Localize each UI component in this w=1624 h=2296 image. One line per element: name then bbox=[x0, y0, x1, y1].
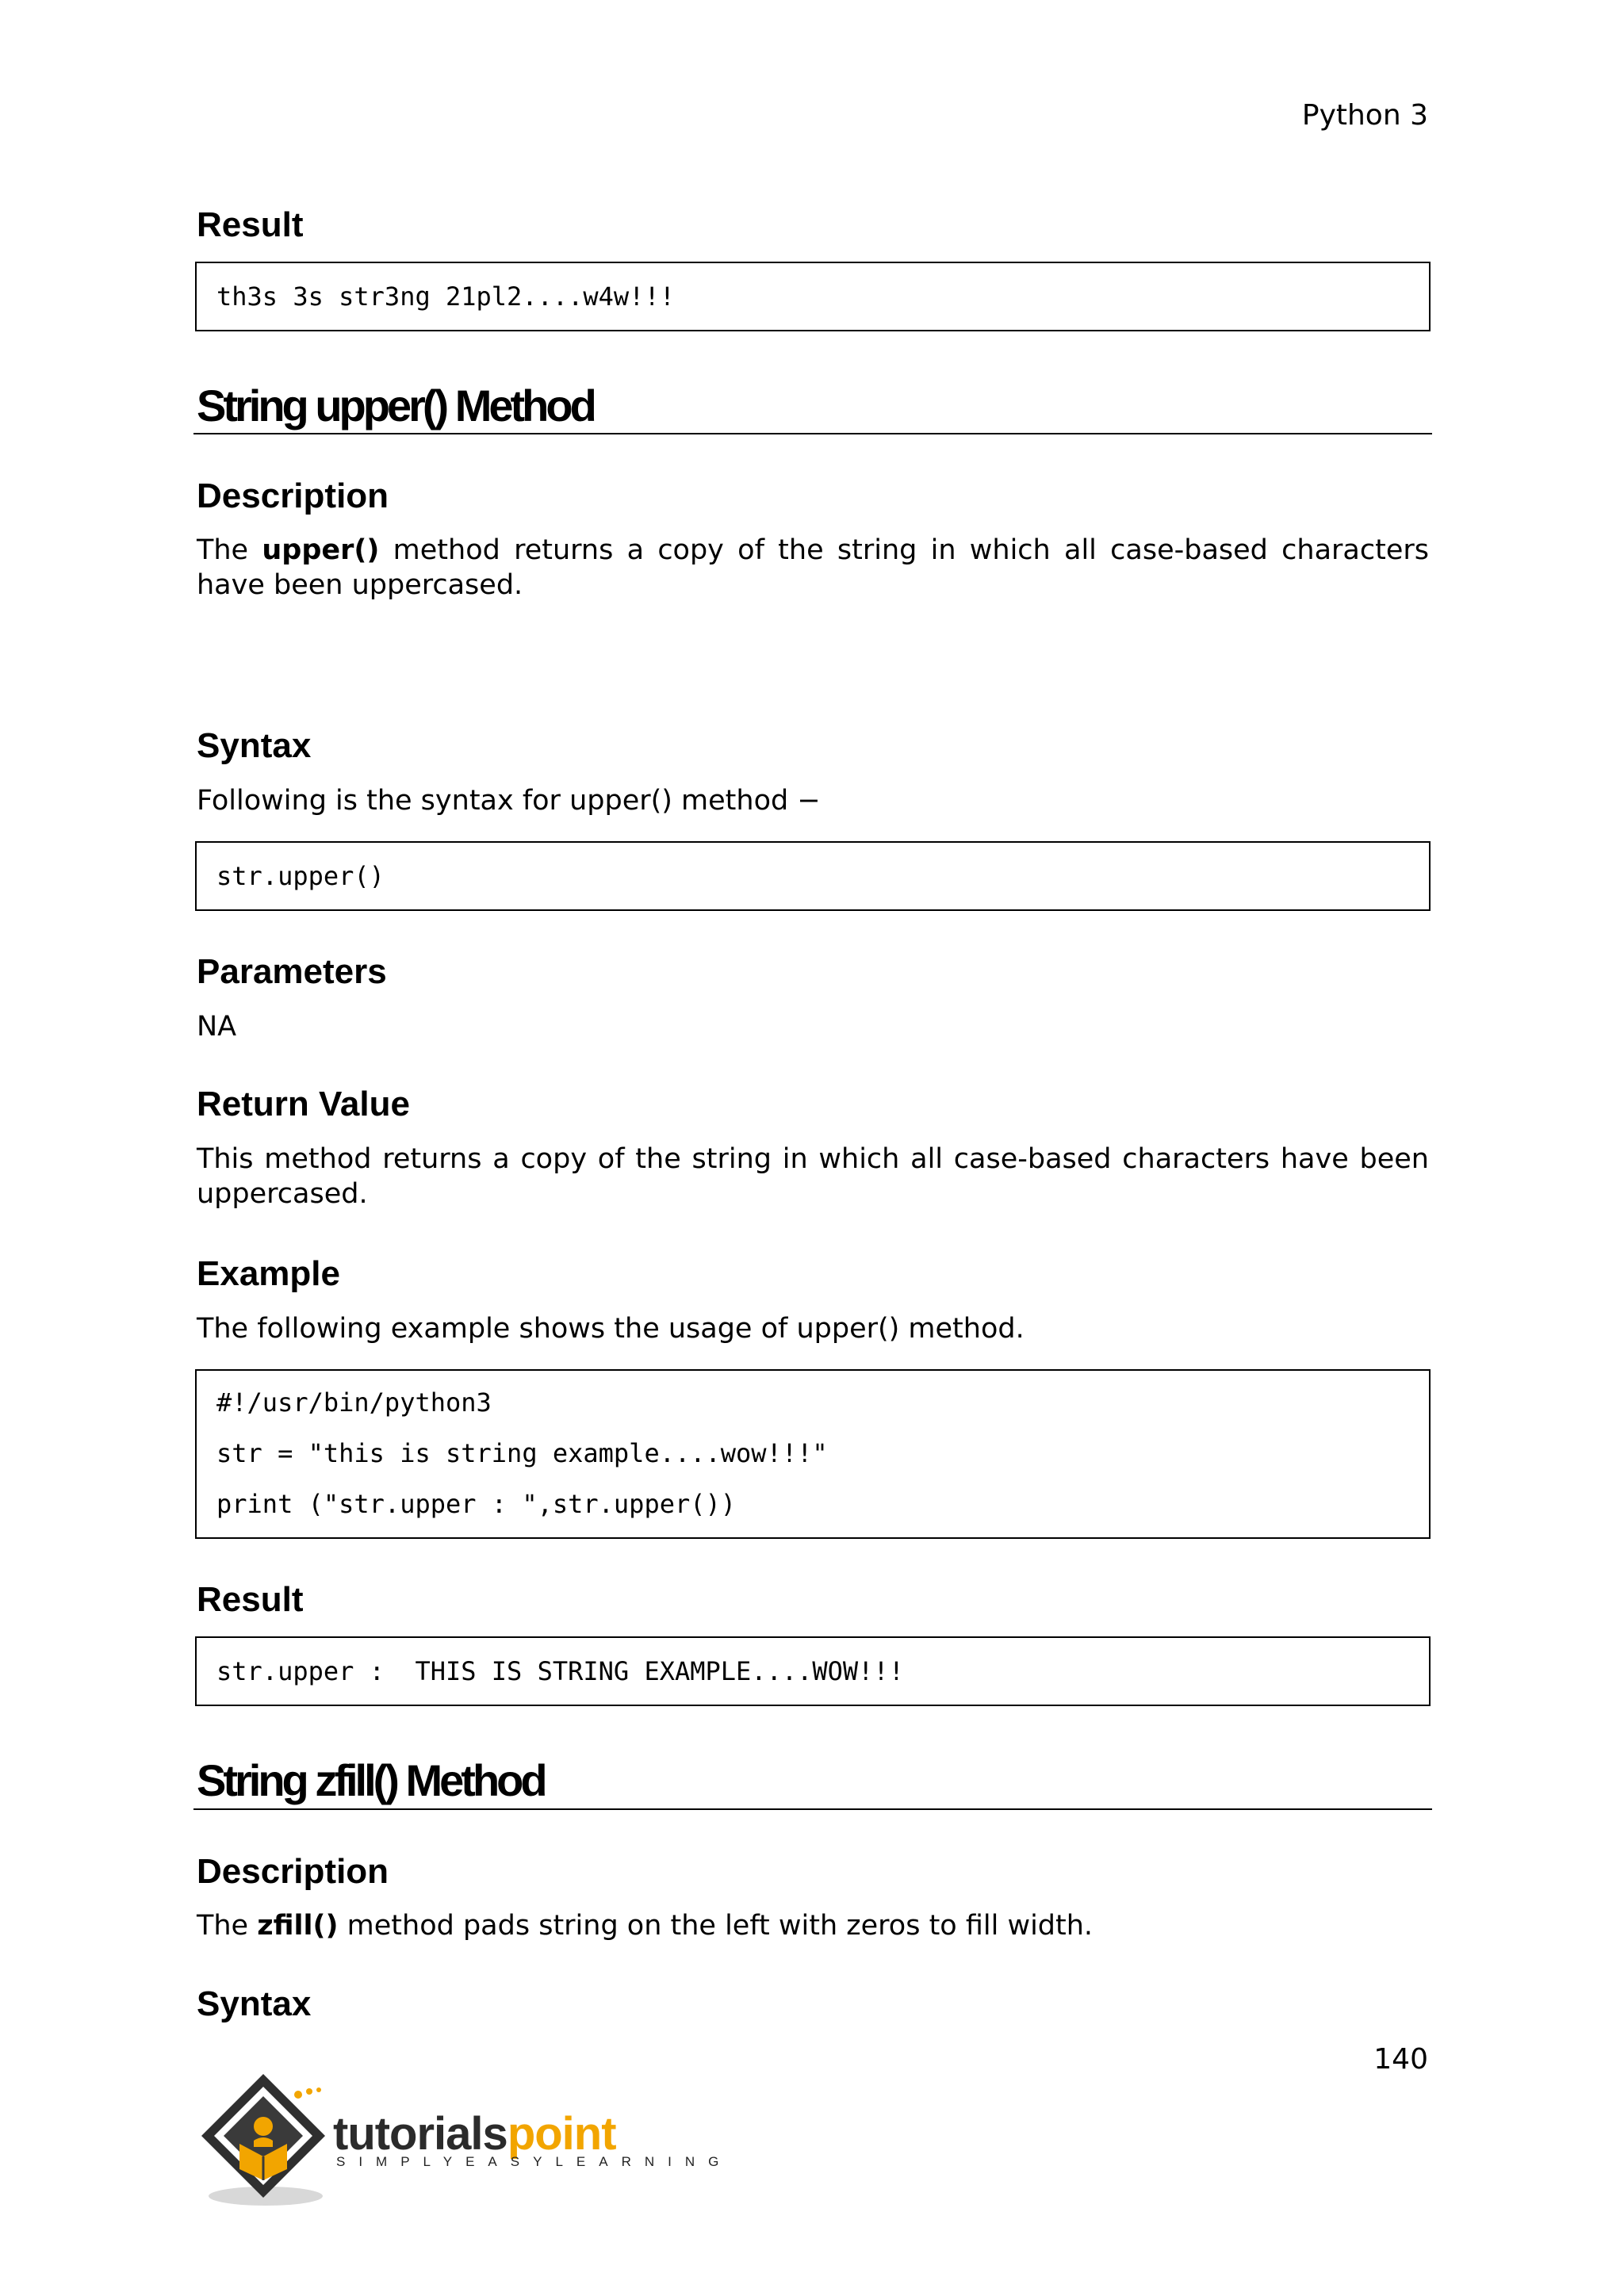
parameters-heading: Parameters bbox=[197, 952, 387, 991]
description-text: The bbox=[197, 534, 262, 566]
running-header: Python 3 bbox=[1301, 99, 1428, 132]
page-number: 140 bbox=[1373, 2043, 1428, 2076]
result-output: th3s 3s str3ng 21pl2....w4w!!! bbox=[216, 281, 675, 312]
result-code-block bbox=[195, 262, 1431, 331]
code-line: str = "this is string example....wow!!!" bbox=[216, 1438, 828, 1468]
result-heading: Result bbox=[197, 1580, 304, 1619]
syntax-code-block bbox=[195, 841, 1431, 911]
example-code-block bbox=[195, 1369, 1431, 1539]
code-line: #!/usr/bin/python3 bbox=[216, 1387, 492, 1418]
logo-tagline: SIMPLYEASYLEARNING bbox=[336, 2154, 733, 2169]
syntax-heading: Syntax bbox=[197, 1984, 312, 2023]
description-paragraph bbox=[197, 1908, 1429, 1943]
logo-wordmark bbox=[333, 2109, 616, 2160]
parameters-text: NA bbox=[197, 1011, 237, 1043]
syntax-heading: Syntax bbox=[197, 726, 312, 765]
description-text: The bbox=[197, 1910, 258, 1942]
description-heading: Description bbox=[197, 1852, 389, 1891]
section-rule bbox=[193, 433, 1432, 434]
example-heading: Example bbox=[197, 1254, 340, 1293]
description-paragraph bbox=[197, 533, 1429, 603]
example-paragraph: The following example shows the usage of upper() method. bbox=[197, 1313, 1025, 1345]
code-line: print ("str.upper : ",str.upper()) bbox=[216, 1489, 737, 1519]
section-title-zfill: String zfill() Method bbox=[197, 1755, 545, 1805]
return-value-heading: Return Value bbox=[197, 1085, 410, 1123]
result-code-block bbox=[195, 1636, 1431, 1706]
return-value-paragraph: This method returns a copy of the string in which all case-based characters have been uppercased. bbox=[197, 1143, 1429, 1210]
method-name: zfill() bbox=[257, 1910, 339, 1942]
logo-word-point: point bbox=[507, 2108, 616, 2160]
section-rule bbox=[193, 1808, 1432, 1810]
section-title-upper: String upper() Method bbox=[197, 381, 594, 430]
result-heading: Result bbox=[197, 205, 304, 244]
description-text: method pads string on the left with zeros to fill width. bbox=[338, 1910, 1094, 1942]
description-text: method returns a copy of the string in which all case-based characters have been uppercased. bbox=[197, 534, 1429, 601]
syntax-code: str.upper() bbox=[216, 861, 385, 891]
result-output: str.upper : THIS IS STRING EXAMPLE....WOW!!! bbox=[216, 1656, 904, 1686]
method-name: upper() bbox=[262, 534, 380, 566]
logo-word-tutorials: tutorials bbox=[333, 2108, 508, 2160]
syntax-paragraph: Following is the syntax for upper() method − bbox=[197, 785, 821, 817]
description-heading: Description bbox=[197, 476, 389, 515]
